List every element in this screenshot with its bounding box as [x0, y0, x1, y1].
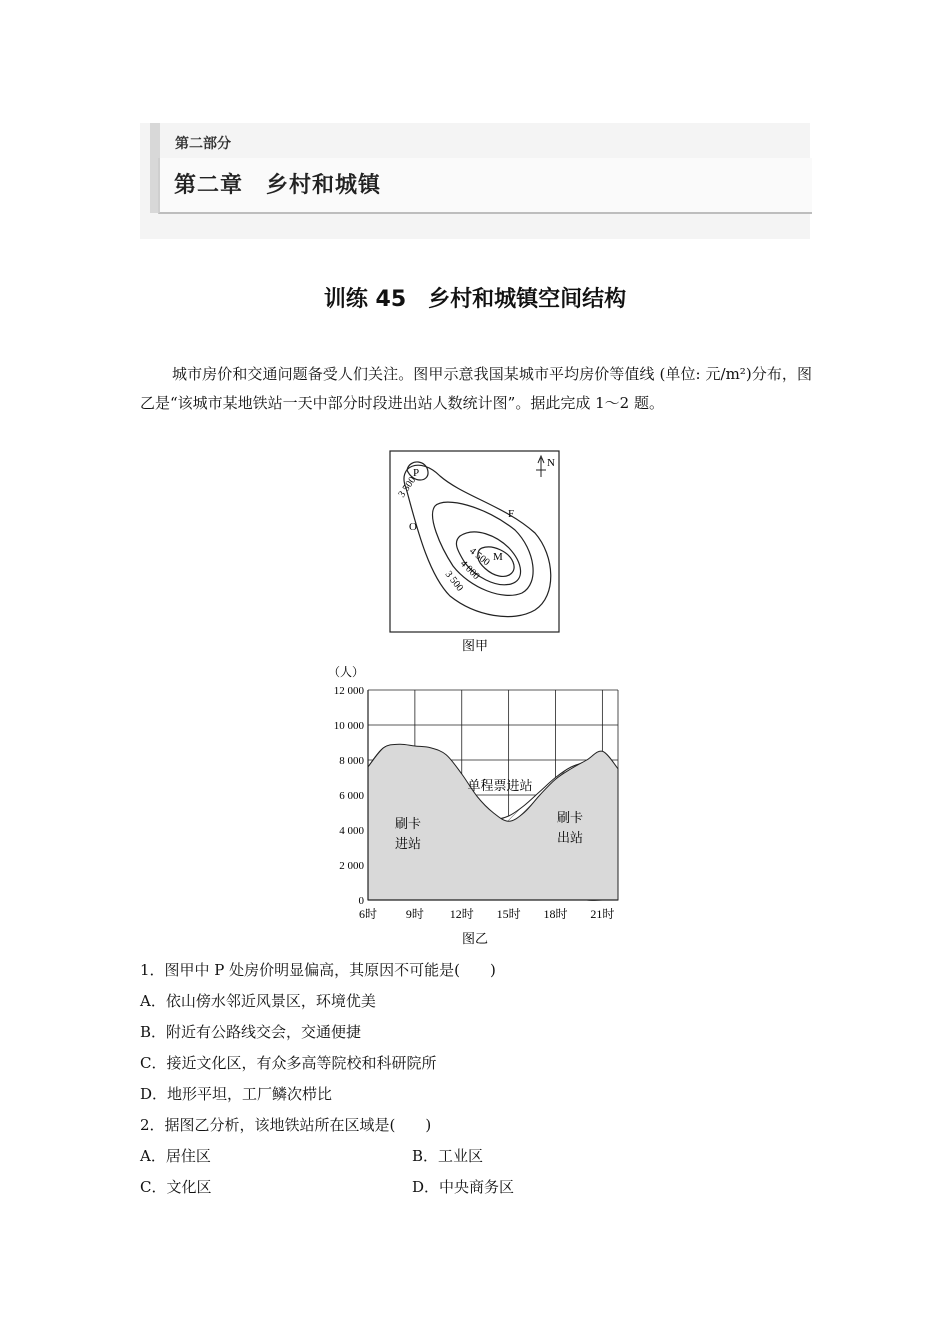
point-o: O [409, 521, 417, 533]
x-tick-label: 21时 [590, 907, 615, 921]
intro-paragraph: 城市房价和交通问题备受人们关注。图甲示意我国某城市平均房价等值线 (单位: 元/m²)分布，图乙是“该城市某地铁站一天中部分时段进出站人数统计图”。据此完成 1～2 题。 [140, 365, 812, 412]
contour-label-4500: 4 500 [467, 545, 492, 569]
question-1-option-a[interactable]: A．依山傍水邻近风景区，环境优美 [140, 992, 376, 1010]
y-tick-label: 2 000 [339, 860, 364, 872]
question-2-option-c[interactable]: C．文化区 [140, 1178, 212, 1196]
contour-label-3500: 3 500 [442, 569, 466, 594]
y-tick-label: 8 000 [339, 755, 364, 767]
label-card-in-2: 进站 [394, 836, 422, 851]
label-card-out-1: 刷卡 [556, 810, 584, 825]
question-1-option-c[interactable]: C．接近文化区，有众多高等院校和科研院所 [140, 1054, 437, 1072]
contour-label-4000: 4 000 [457, 558, 482, 583]
x-tick-label: 18时 [543, 907, 568, 921]
y-tick-label: 10 000 [333, 720, 364, 732]
chart-caption: 图乙 [461, 931, 489, 946]
label-card-in-1: 刷卡 [394, 816, 422, 831]
y-tick-label: 12 000 [333, 685, 364, 697]
map-caption: 图甲 [461, 638, 489, 653]
label-single-ticket: 单程票进站 [467, 778, 533, 793]
y-tick-label: 4 000 [339, 825, 364, 837]
x-tick-label: 9时 [405, 907, 424, 921]
y-axis-label: （人） [328, 665, 365, 679]
question-1-option-d[interactable]: D．地形平坦，工厂鳞次栉比 [140, 1085, 333, 1103]
question-2-stem: 2．据图乙分析，该地铁站所在区域是( ) [140, 1116, 432, 1134]
part-label: 第二部分 [175, 136, 231, 152]
chapter-banner [140, 123, 810, 239]
station-flow-chart [320, 662, 640, 950]
x-tick-label: 15时 [496, 907, 521, 921]
question-2-option-a[interactable]: A．居住区 [140, 1147, 211, 1165]
question-2-option-d[interactable]: D．中央商务区 [412, 1178, 515, 1196]
x-tick-label: 6时 [358, 907, 378, 921]
point-f: F [508, 508, 515, 520]
chapter-title: 第二章 乡村和城镇 [174, 173, 382, 198]
contour-label-p: 3 500 [396, 474, 419, 500]
y-tick-label: 6 000 [339, 790, 364, 802]
y-tick-label: 0 [358, 895, 364, 907]
question-1-stem: 1．图甲中 P 处房价明显偏高，其原因不可能是( ) [140, 961, 496, 979]
label-card-out-2: 出站 [556, 830, 584, 845]
north-label: N [547, 457, 555, 469]
contour-map [385, 448, 565, 658]
question-2-option-b[interactable]: B．工业区 [412, 1147, 484, 1165]
point-m: M [493, 551, 503, 563]
question-1-option-b[interactable]: B．附近有公路线交会，交通便捷 [140, 1023, 362, 1041]
point-p: P [413, 467, 420, 479]
x-tick-label: 12时 [449, 907, 474, 921]
exercise-title: 训练 45 乡村和城镇空间结构 [323, 287, 627, 312]
